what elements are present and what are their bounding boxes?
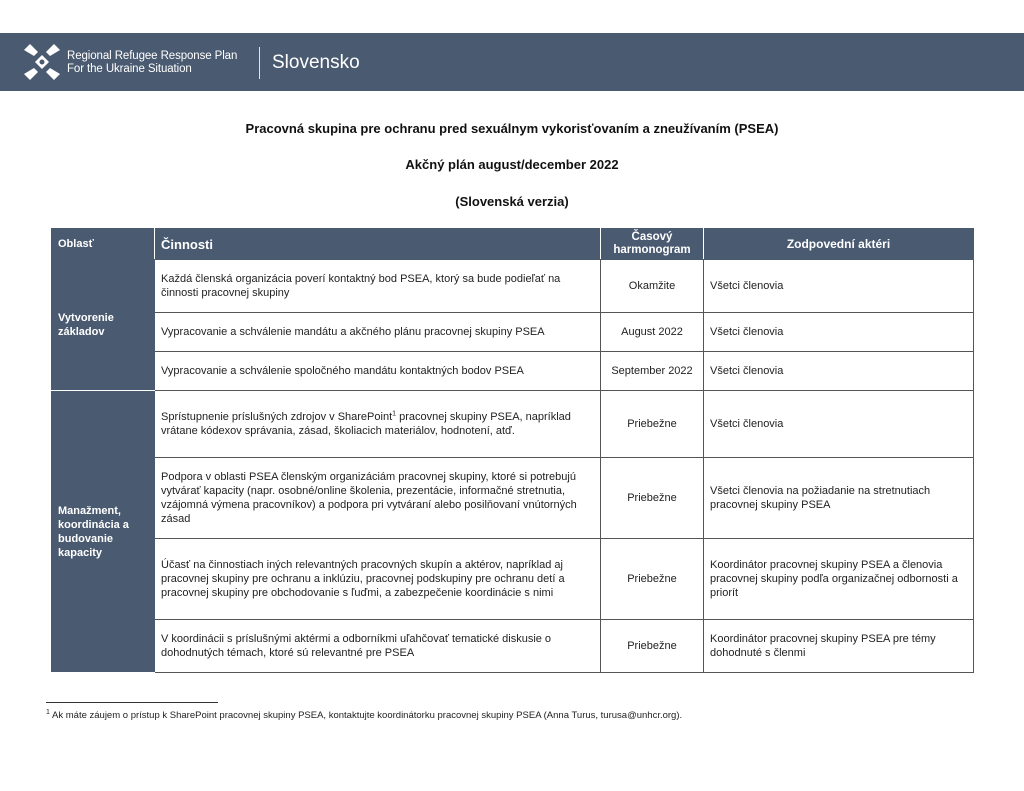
- activity-text: Sprístupnenie príslušných zdrojov v SharePoint: [161, 411, 393, 423]
- activity-cell: [155, 391, 601, 458]
- timeline-cell: Priebežne: [601, 620, 704, 673]
- rrp-cross-logo-icon: [22, 42, 62, 82]
- header-activities: Činnosti: [155, 229, 601, 260]
- actors-cell: Všetci členovia: [704, 352, 974, 391]
- header-actors: Zodpovední aktéri: [704, 229, 974, 260]
- area-cell: Vytvorenie základov: [52, 260, 155, 391]
- area-cell: Manažment, koordinácia a budovanie kapacity: [52, 391, 155, 673]
- actors-cell: Všetci členovia na požiadanie na stretnutiach pracovnej skupiny PSEA: [704, 458, 974, 539]
- footnote-ref: 1: [392, 410, 397, 418]
- plan-name-line2: For the Ukraine Situation: [67, 63, 192, 75]
- timeline-cell: August 2022: [601, 313, 704, 352]
- header-timeline: [601, 229, 704, 260]
- footnote-text: Ak máte záujem o prístup k SharePoint pracovnej skupiny PSEA, kontaktujte koordinátorku pracovnej skupiny PSEA (Anna Turus, turusa@unhcr.org).: [49, 710, 683, 721]
- table-row: [52, 352, 974, 391]
- activity-text-cont: pracovnej skupiny PSEA, napríklad vrátane kódexov správania, zásad, školiacich materiálov, hodnotení, atď.: [161, 411, 571, 437]
- country-name: Slovensko: [272, 52, 360, 73]
- table-row: [52, 313, 974, 352]
- version-title: (Slovenská verzia): [455, 194, 569, 209]
- footnote-marker: 1: [46, 708, 50, 716]
- table-row: [52, 260, 974, 313]
- plan-title: Akčný plán august/december 2022: [405, 157, 619, 172]
- header-timeline-line1: Časový: [631, 231, 673, 243]
- table-row: [52, 539, 974, 620]
- activity-cell: Vypracovanie a schválenie mandátu a akčného plánu pracovnej skupiny PSEA: [155, 313, 601, 352]
- timeline-cell: September 2022: [601, 352, 704, 391]
- actors-cell: Všetci členovia: [704, 260, 974, 313]
- header-area: Oblasť: [52, 229, 155, 260]
- activity-cell: Podpora v oblasti PSEA členským organizáciám pracovnej skupiny, ktoré si potrebujú vytvárať kapacity (napr. osobné/online školenia, prezentácie, informačné stretnutia, vzájomná výmena pracovníkov) a podpora pri vytváraní alebo posilňovaní vnútorných zásad: [155, 458, 601, 539]
- footnote-separator: [46, 702, 218, 703]
- actors-cell: Všetci členovia: [704, 313, 974, 352]
- plan-name-line1: Regional Refugee Response Plan: [67, 50, 238, 62]
- activity-cell: Vypracovanie a schválenie spoločného mandátu kontaktných bodov PSEA: [155, 352, 601, 391]
- timeline-cell: Priebežne: [601, 539, 704, 620]
- action-plan-table: [51, 228, 974, 673]
- timeline-cell: Okamžite: [601, 260, 704, 313]
- timeline-cell: Priebežne: [601, 458, 704, 539]
- table-row: [52, 391, 974, 458]
- table-row: [52, 458, 974, 539]
- table-header-row: [52, 229, 974, 260]
- footnote: [46, 710, 682, 721]
- plan-name: [67, 50, 237, 76]
- actors-cell: Všetci členovia: [704, 391, 974, 458]
- document-title: Pracovná skupina pre ochranu pred sexuálnym vykorisťovaním a zneužívaním (PSEA): [245, 121, 779, 136]
- actors-cell: Koordinátor pracovnej skupiny PSEA a členovia pracovnej skupiny podľa organizačnej odbornosti a priorít: [704, 539, 974, 620]
- activity-cell: V koordinácii s príslušnými aktérmi a odborníkmi uľahčovať tematické diskusie o dohodnutých témach, ktoré sú relevantné pre PSEA: [155, 620, 601, 673]
- table-row: [52, 620, 974, 673]
- timeline-cell: Priebežne: [601, 391, 704, 458]
- banner-divider: [259, 47, 260, 79]
- header-timeline-line2: harmonogram: [613, 244, 691, 256]
- activity-cell: Účasť na činnostiach iných relevantných pracovných skupín a aktérov, napríklad aj pracovnej skupiny pre ochranu a inklúziu, pracovnej podskupiny pre ochranu detí a pracovnej skupiny pre obchodovanie s ľuďmi, a zabezpečenie koordinácie s nimi: [155, 539, 601, 620]
- header-banner: [0, 33, 1024, 91]
- actors-cell: Koordinátor pracovnej skupiny PSEA pre témy dohodnuté s členmi: [704, 620, 974, 673]
- activity-cell: Každá členská organizácia poverí kontaktný bod PSEA, ktorý sa bude podieľať na činnosti pracovnej skupiny: [155, 260, 601, 313]
